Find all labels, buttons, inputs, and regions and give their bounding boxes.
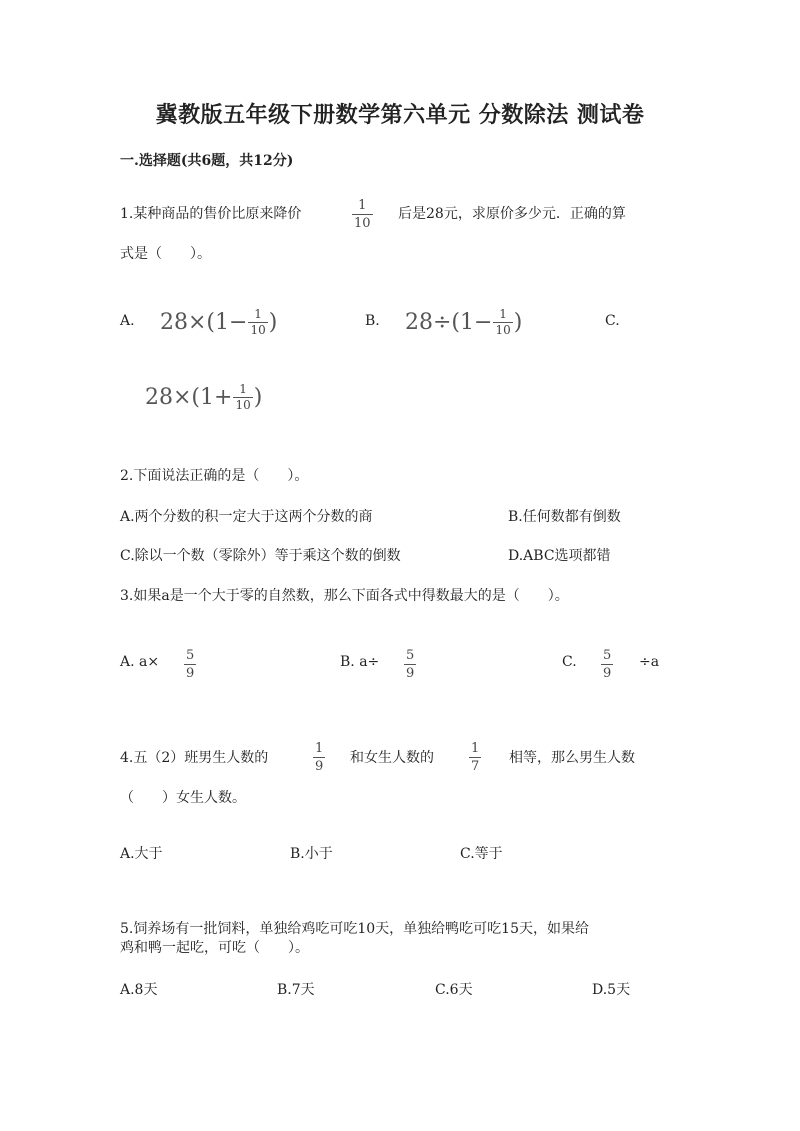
q3-option-a[interactable]: A. a×	[120, 654, 160, 670]
frac-numerator: 5	[406, 648, 415, 663]
q4-text-part3: 相等，那么男生人数	[509, 750, 635, 766]
q5-text-part1: 5.饲养场有一批饲料，单独给鸡吃可吃10天，单独给鸭吃可吃15天，如果给	[120, 921, 589, 937]
q1-option-b-label[interactable]: B.	[365, 313, 380, 329]
q4-text-part1: 4.五（2）班男生人数的	[120, 750, 269, 766]
q4-fraction-1	[313, 741, 325, 774]
section-heading: 一.选择题(共6题，共12分)	[120, 153, 294, 169]
expr-prefix: 28×(1−	[160, 310, 248, 335]
q4-text-part2: 和女生人数的	[350, 750, 434, 766]
q3-text: 3.如果a是一个大于零的自然数，那么下面各式中得数最大的是（ ）。	[120, 588, 569, 604]
q5-option-c[interactable]: C.6天	[435, 982, 473, 998]
page-title: 冀教版五年级下册数学第六单元 分数除法 测试卷	[155, 102, 645, 128]
q1-option-c-expression[interactable]	[145, 383, 262, 412]
q1-frac-denominator: 10	[354, 216, 371, 231]
expr-fraction	[233, 383, 252, 412]
q1-text-part3: 式是（ ）。	[120, 246, 211, 262]
expr-suffix: )	[253, 385, 263, 410]
q3-option-c-fraction	[601, 648, 613, 681]
q2-option-d[interactable]: D.ABC选项都错	[508, 548, 611, 564]
fraction-bar	[601, 664, 613, 665]
expr-prefix: 28÷(1−	[405, 310, 493, 335]
fraction-bar	[469, 757, 481, 758]
frac-numerator: 5	[186, 648, 195, 663]
q1-option-b-expression[interactable]	[405, 308, 522, 337]
frac-numerator: 1	[254, 307, 262, 321]
q4-text-part4: （ ）女生人数。	[120, 790, 246, 806]
q5-text-part2: 鸡和鸭一起吃，可吃（ ）。	[120, 940, 309, 956]
expr-suffix: )	[513, 310, 523, 335]
q5-option-d[interactable]: D.5天	[592, 982, 631, 998]
fraction-bar	[352, 214, 373, 215]
frac-numerator: 1	[315, 741, 324, 756]
frac-denominator: 10	[250, 323, 266, 337]
q3-option-b[interactable]: B. a÷	[340, 654, 380, 670]
frac-denominator: 9	[603, 666, 612, 681]
frac-numerator: 5	[603, 648, 612, 663]
q5-option-a[interactable]: A.8天	[120, 982, 158, 998]
q2-option-b[interactable]: B.任何数都有倒数	[508, 509, 621, 525]
q4-option-c[interactable]: C.等于	[460, 846, 503, 862]
q5-option-b[interactable]: B.7天	[277, 982, 315, 998]
q2-option-a[interactable]: A.两个分数的积一定大于这两个分数的商	[120, 509, 373, 525]
frac-denominator: 9	[406, 666, 415, 681]
expr-fraction	[248, 308, 267, 337]
fraction-bar	[313, 757, 325, 758]
q2-option-c[interactable]: C.除以一个数（零除外）等于乘这个数的倒数	[120, 548, 401, 564]
q3-option-b-fraction	[404, 648, 416, 681]
fraction-bar	[404, 664, 416, 665]
q1-frac-numerator: 1	[358, 198, 367, 213]
frac-denominator: 7	[471, 759, 480, 774]
q1-option-a-expression[interactable]	[160, 308, 277, 337]
expr-suffix: )	[268, 310, 278, 335]
q4-option-b[interactable]: B.小于	[290, 846, 333, 862]
frac-denominator: 10	[235, 398, 251, 412]
frac-denominator: 9	[315, 759, 324, 774]
frac-numerator: 1	[499, 307, 507, 321]
q4-fraction-2	[469, 741, 481, 774]
frac-denominator: 10	[495, 323, 511, 337]
q3-option-c[interactable]: C.	[562, 654, 577, 670]
q1-fraction	[352, 198, 373, 231]
expr-fraction	[493, 308, 512, 337]
frac-numerator: 1	[239, 382, 247, 396]
q3-option-a-fraction	[184, 648, 196, 681]
fraction-bar	[184, 664, 196, 665]
q3-option-c-suffix: ÷a	[639, 654, 660, 670]
frac-numerator: 1	[471, 741, 480, 756]
q1-text-part1: 1.某种商品的售价比原来降价	[120, 206, 302, 222]
frac-denominator: 9	[186, 666, 195, 681]
q1-text-part2: 后是28元，求原价多少元．正确的算	[398, 206, 626, 222]
q2-text: 2.下面说法正确的是（ ）。	[120, 468, 309, 484]
q1-option-a-label[interactable]: A.	[120, 313, 135, 329]
q4-option-a[interactable]: A.大于	[120, 846, 163, 862]
expr-prefix: 28×(1+	[145, 385, 233, 410]
q1-option-c-label[interactable]: C.	[605, 313, 620, 329]
